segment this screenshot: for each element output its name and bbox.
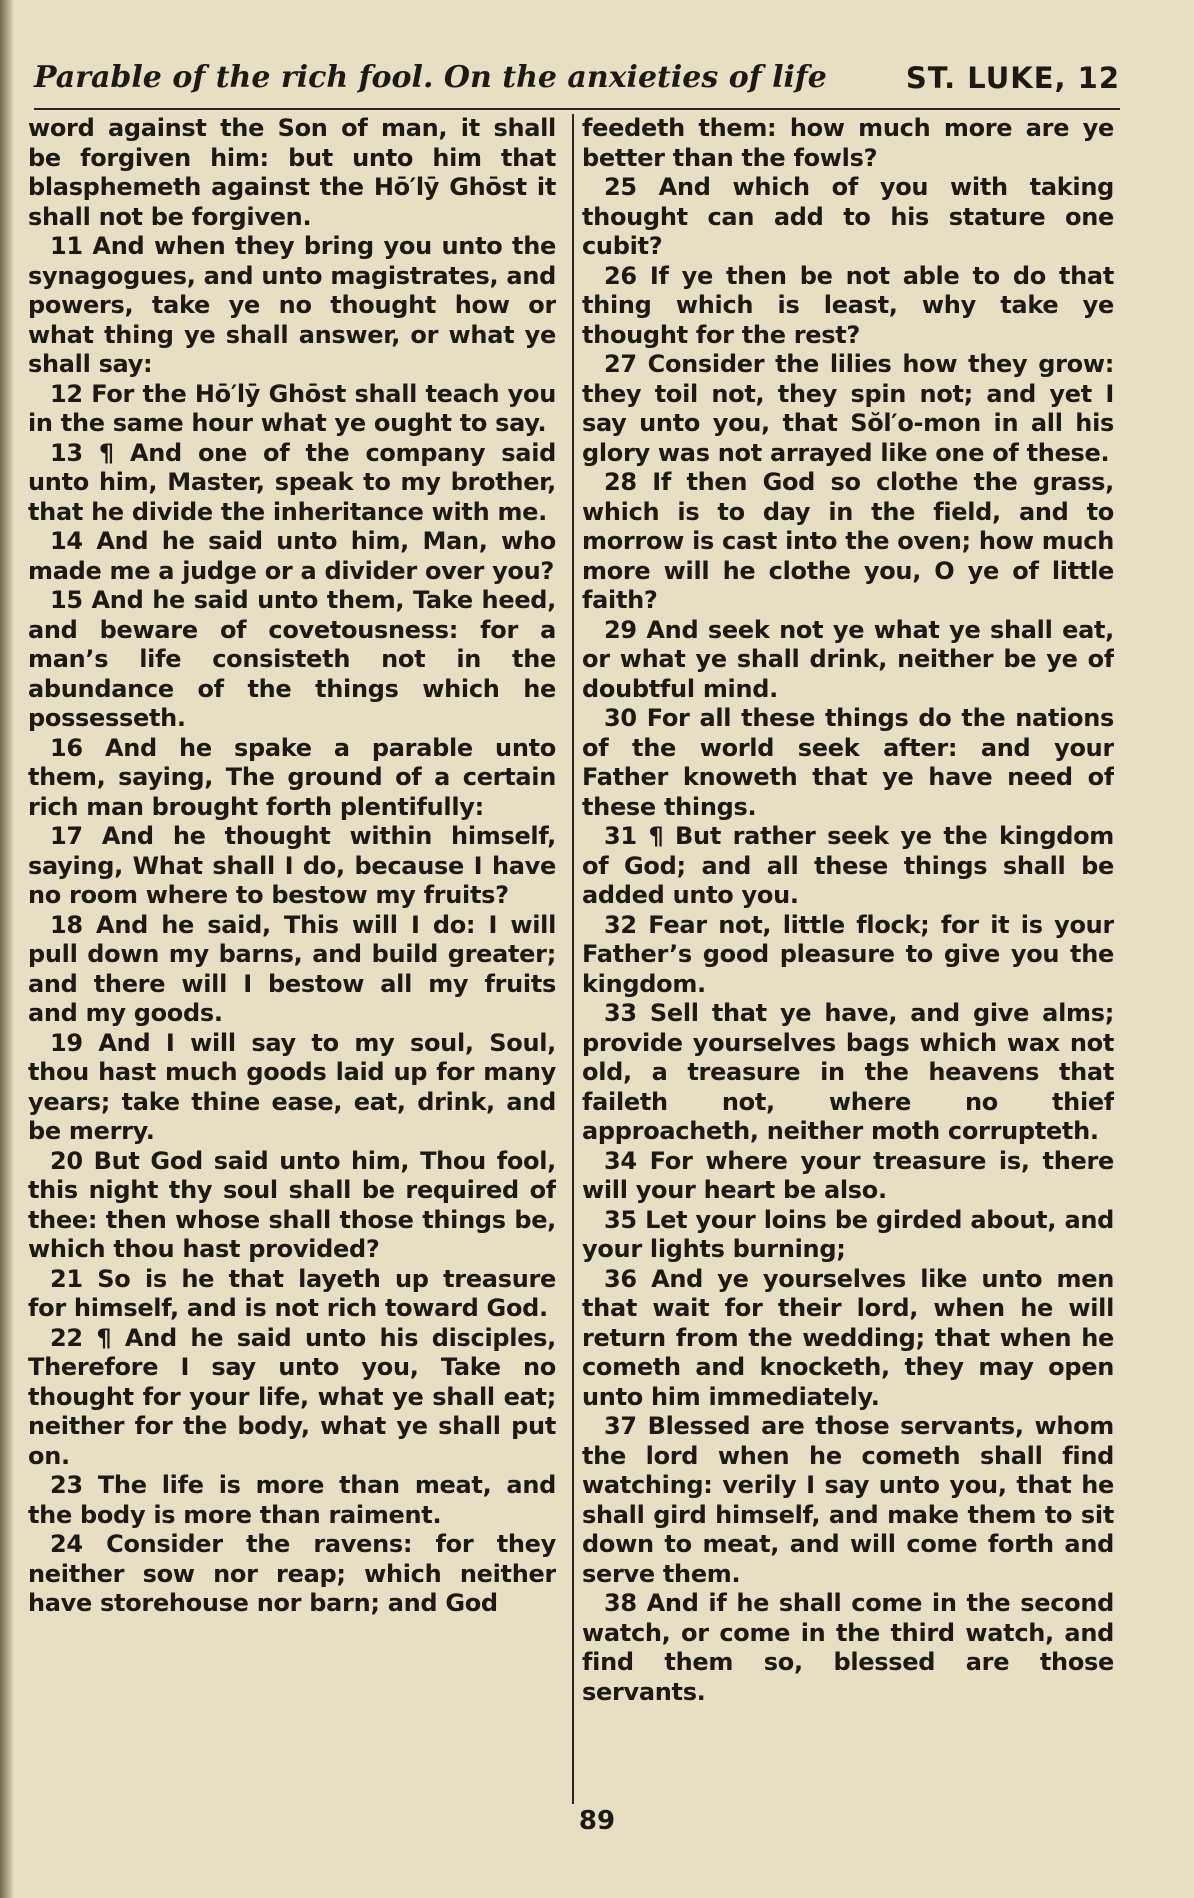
running-head-topic: Parable of the rich fool. On the anxieties of life [34,60,827,95]
verse-17: 17 And he thought within himself, saying, What shall I do, because I have no room where to bestow my fruits? [28,822,556,909]
running-head-book-chapter: ST. LUKE, 12 [905,61,1120,95]
verse-12: 12 For the Hō′lȳ Ghōst shall teach you in the same hour what ye ought to say. [28,379,556,437]
verse-21: 21 So is he that layeth up treasure for himself, and is not rich toward God. [28,1264,556,1322]
verse-30: 30 For all these things do the nations of the world seek after: and your Father knoweth that ye have need of these things. [582,704,1114,821]
header-rule [34,108,1120,110]
right-column [582,114,1114,1804]
book-spine-shadow [0,0,14,1898]
verse-33: 33 Sell that ye have, and give alms; provide yourselves bags which wax not old, a treasure in the heavens that faileth not, where no thief approacheth, neither moth corrupteth. [582,999,1114,1145]
column-divider [572,114,574,1804]
verse-20: 20 But God said unto him, Thou fool, this night thy soul shall be required of thee: then whose shall those things be, which thou hast provided? [28,1146,556,1263]
verse-29: 29 And seek not ye what ye shall eat, or what ye shall drink, neither be ye of doubtful mind. [582,615,1114,703]
verse-35: 35 Let your loins be girded about, and your lights burning; [582,1205,1114,1263]
left-column [28,114,556,1804]
verse-27: 27 Consider the lilies how they grow: they toil not, they spin not; and yet I say unto you, that Sŏl′o-mon in all his glory was not arrayed like one of these. [582,350,1114,467]
verse-24: 24 Consider the ravens: for they neither sow nor reap; which neither have storehouse nor barn; and God [28,1530,556,1617]
verse-16: 16 And he spake a parable unto them, saying, The ground of a certain rich man brought forth plentifully: [28,733,556,821]
verse-13: 13 ¶ And one of the company said unto him, Master, speak to my brother, that he divide the inheritance with me. [28,438,556,526]
verse-11: 11 And when they bring you unto the synagogues, and unto magistrates, and powers, take ye no thought how or what thing ye shall answer, or what ye shall say: [28,232,556,378]
verse-continuation: word against the Son of man, it shall be forgiven him: but unto him that blasphemeth against the Hō′lȳ Ghōst it shall not be forgiven. [28,114,556,231]
verse-continuation: feedeth them: how much more are ye better than the fowls? [582,114,1114,172]
verse-15: 15 And he said unto them, Take heed, and beware of covetousness: for a man’s life consisteth not in the abundance of the things which he possesseth. [28,586,556,732]
verse-25: 25 And which of you with taking thought can add to his stature one cubit? [582,173,1114,260]
verse-28: 28 If then God so clothe the grass, which is to day in the field, and to morrow is cast into the oven; how much more will he clothe you, O ye of little faith? [582,468,1114,614]
verse-19: 19 And I will say to my soul, Soul, thou hast much goods laid up for many years; take thine ease, eat, drink, and be merry. [28,1028,556,1145]
verse-22: 22 ¶ And he said unto his disciples, Therefore I say unto you, Take no thought for your life, what ye shall eat; neither for the body, what ye shall put on. [28,1323,556,1470]
verse-23: 23 The life is more than meat, and the body is more than raiment. [28,1471,556,1529]
page-header [34,56,1120,104]
verse-37: 37 Blessed are those servants, whom the lord when he cometh shall find watching: verily I say unto you, that he shall gird himself, and make them to sit down to meat, and will come forth and serve them. [582,1412,1114,1588]
verse-38: 38 And if he shall come in the second watch, or come in the third watch, and find them so, blessed are those servants. [582,1589,1114,1706]
verse-34: 34 For where your treasure is, there will your heart be also. [582,1146,1114,1204]
page-number: 89 [578,1806,616,1836]
verse-31: 31 ¶ But rather seek ye the kingdom of God; and all these things shall be added unto you. [582,822,1114,909]
verse-32: 32 Fear not, little flock; for it is your Father’s good pleasure to give you the kingdom. [582,910,1114,998]
verse-14: 14 And he said unto him, Man, who made me a judge or a divider over you? [28,527,556,585]
verse-18: 18 And he said, This will I do: I will pull down my barns, and build greater; and there will I bestow all my fruits and my goods. [28,910,556,1027]
verse-36: 36 And ye yourselves like unto men that wait for their lord, when he will return from the wedding; that when he cometh and knocketh, they may open unto him immediately. [582,1264,1114,1411]
verse-26: 26 If ye then be not able to do that thing which is least, why take ye thought for the rest? [582,261,1114,349]
